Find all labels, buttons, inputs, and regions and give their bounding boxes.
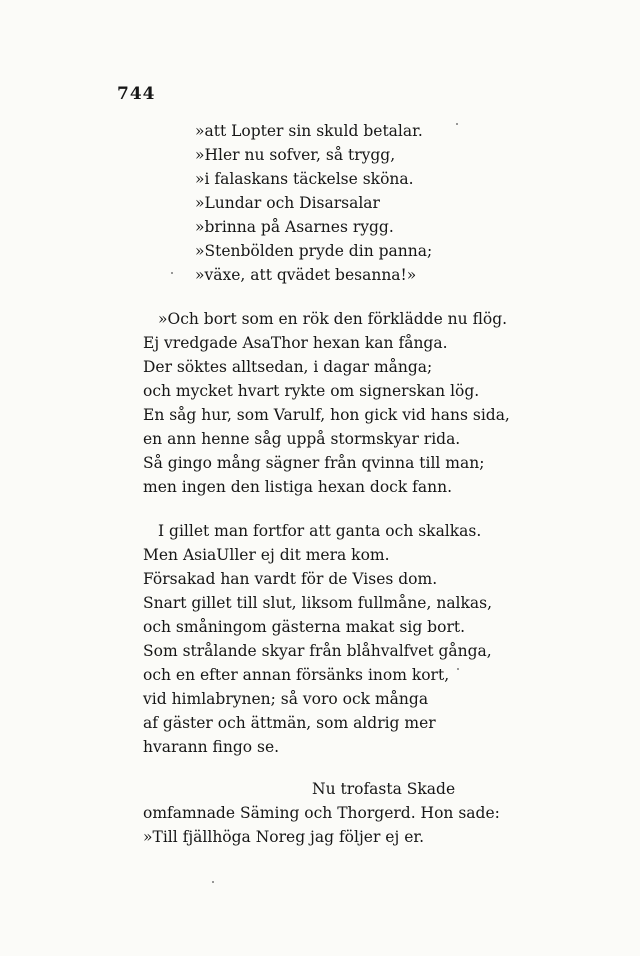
verse-line: »Lundar och Disarsalar [195,194,380,212]
paper-speck [212,881,214,883]
verse-line: »Till fjällhöga Noreg jag följer ej er. [143,828,424,846]
verse-line: af gäster och ättmän, som aldrig mer [143,714,436,732]
verse-line: vid himlabrynen; så voro ock många [143,690,429,708]
verse-line: omfamnade Säming och Thorgerd. Hon sade: [143,804,500,822]
verse-line: Försakad han vardt för de Vises dom. [143,570,438,588]
verse-line: och småningom gästerna makat sig bort. [143,618,466,636]
verse-line: En såg hur, som Varulf, hon gick vid hans sida, [143,406,510,424]
verse-line: Der söktes allts​edan, i dagar många; [143,358,433,376]
verse-line: Som strålande skyar från blåhvalfvet gånga, [143,642,492,660]
verse-line: »Hler nu sofver, så trygg, [195,146,396,164]
verse-line: och en efter annan försänks inom kort, [143,666,450,684]
verse-line: »växe, att qvädet besanna!» [195,266,417,284]
paper-speck [171,272,173,274]
verse-line: »brinna på Asarnes rygg. [195,218,394,236]
verse-line: Snart gillet till slut, liksom fullmåne, nalkas, [143,594,493,612]
paper-speck [457,668,459,670]
page-number: 744 [117,84,156,104]
verse-line: »Stenbölden pryde din panna; [195,242,433,260]
verse-line: I gillet man fortfor att ganta och skalkas. [158,522,482,540]
verse-line: en ann henne såg uppå stormskyar rida. [143,430,461,448]
verse-line: Men AsiaUller ej dit mera kom. [143,546,390,564]
verse-line: Så gingo mång sägner från qvinna till man; [143,454,485,472]
paper-speck [456,123,458,125]
verse-line: Nu trofasta Skade [312,780,456,798]
verse-line: »i falaskans täckelse sköna. [195,170,414,188]
verse-line: Ej vredgade AsaThor hexan kan fånga. [143,334,448,352]
verse-line: men ingen den listiga hexan dock fann. [143,478,453,496]
verse-line: »att Lopter sin skuld betalar. [195,122,423,140]
verse-line: och mycket hvart rykte om signerskan lög. [143,382,480,400]
verse-line: hvarann fingo se. [143,738,280,756]
verse-line: »Och bort som en rök den förklädde nu flög. [158,310,508,328]
